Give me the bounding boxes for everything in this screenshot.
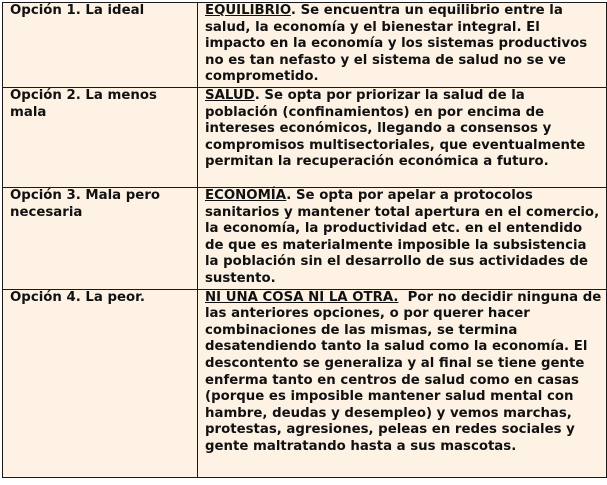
option-description-cell xyxy=(198,3,607,88)
options-table xyxy=(2,2,607,478)
option-description: . Se opta por apelar a protocolos sanitarios y mantener total apertura en el comercio, la economía, la productividad etc. en el entendido de que es materialmente imposible la subsistencia la población sin el desarrollo de sus actividades de sustento. xyxy=(205,187,600,286)
option-label: Opción 1. La ideal xyxy=(10,3,145,18)
option-description: . Se opta por priorizar la salud de la población (confinamientos) en por encima de intereses económicos, llegando a consensos y compromisos multisectoriales, que eventualmente permitan la recuperación económica a futuro. xyxy=(205,87,586,170)
option-keyword: SALUD xyxy=(205,87,255,103)
option-label-cell xyxy=(3,289,198,477)
option-keyword: ECONOMÍA xyxy=(205,187,287,203)
option-description-cell xyxy=(198,187,607,289)
option-label-cell xyxy=(3,3,198,88)
option-keyword: EQUILIBRIO xyxy=(205,3,291,18)
options-table-frame xyxy=(2,2,606,480)
option-label: Opción 2. La menos mala xyxy=(10,87,157,120)
option-keyword: NI UNA COSA NI LA OTRA. xyxy=(205,289,399,305)
option-label: Opción 4. La peor. xyxy=(10,289,145,305)
option-description-cell xyxy=(198,87,607,187)
option-label-cell xyxy=(3,187,198,289)
option-description: . Se encuentra un equilibrio entre la salud, la economía y el bienestar integral. El impacto en la economía y los sistemas productivos no es tan nefasto y el sistema de salud no se ve comprometido. xyxy=(205,3,588,85)
option-description: Por no decidir ninguna de las anteriores opciones, o por querer hacer combinaciones de las mismas, se termina desatendiendo tanto la salud como la economía. El descontento se generaliza y al final se tiene gente enferma tanto en centros de salud como en casas (porque es imposible mantener salud mental con hambre, deudas y desempleo) y vemos marchas, protestas, agresiones, peleas en redes sociales y gente maltratando hasta a sus mascotas. xyxy=(205,289,606,454)
option-label: Opción 3. Mala pero necesaria xyxy=(10,187,161,220)
table-row xyxy=(3,187,607,289)
table-row xyxy=(3,3,607,88)
table-row xyxy=(3,87,607,187)
table-row xyxy=(3,289,607,477)
option-label-cell xyxy=(3,87,198,187)
option-description-cell xyxy=(198,289,607,477)
